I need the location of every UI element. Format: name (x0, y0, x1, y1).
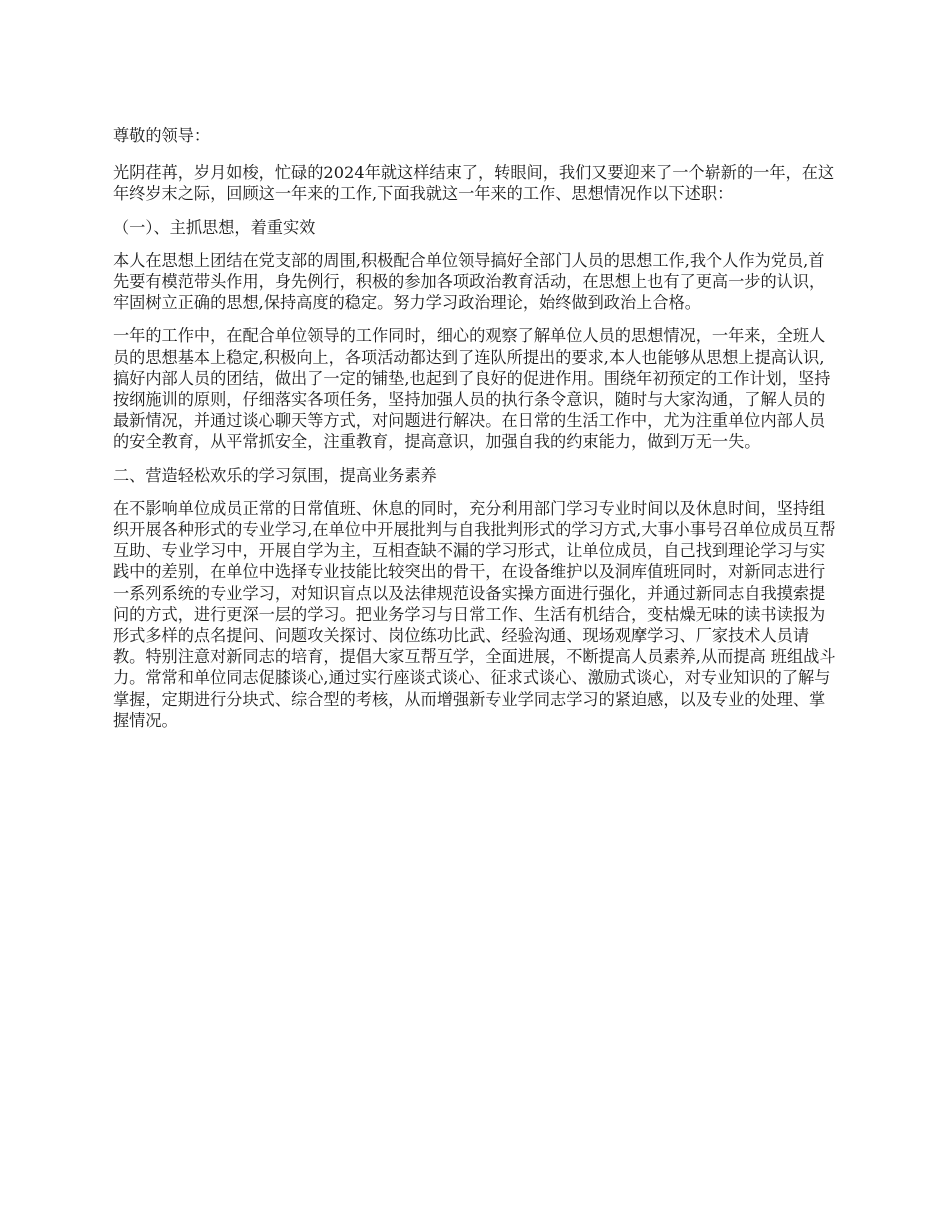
section-1-paragraph-1: 本人在思想上团结在党支部的周围,积极配合单位领导搞好全部门人员的思想工作,我个人作为党员,首先要有模范带头作用，身先例行，积极的参加各项政治教育活动，在思想上也有了更高一步的认识，牢固树立正确的思想,保持高度的稳定。努力学习政治理论，始终做到政治上合格。 (113, 250, 826, 313)
section-1-heading: （一）、主抓思想，着重实效 (113, 217, 316, 237)
greeting: 尊敬的领导： (113, 126, 211, 145)
section-2-heading: 二、营造轻松欢乐的学习氛围，提高业务素养 (113, 465, 437, 485)
section-2-paragraph-1: 在不影响单位成员正常的日常值班、休息的同时，充分利用部门学习专业时间以及休息时间，坚持组织开展各种形式的专业学习,在单位中开展批判与自我批判形式的学习方式,大事小事号召单位成员互帮互助、专业学习中，开展自学为主，互相查缺不漏的学习形式，让单位成员，自己找到理论学习与实践中的差别，在单位中选择专业技能比较突出的骨干，在设备维护以及洞库值班同时，对新同志进行一系列系统的专业学习，对知识盲点以及法律规范设备实操方面进行强化，并通过新同志自我摸索提问的方式，进行更深一层的学习。把业务学习与日常工作、生活有机结合，变枯燥无味的读书读报为形式多样的点名提问、问题攻关探讨、岗位练功比武、经验沟通、现场观摩学习、厂家技术人员请教。特别注意对新同志的培育，提倡大家互帮互学，全面进展，不断提高人员素养,从而提高 班组战斗力。常常和单位同志促膝谈心,通过实行座谈式谈心、征求式谈心、激励式谈心，对专业知识的了解与掌握，定期进行分块式、综合型的考核，从而增强新专业学同志学习的紧迫感，以及专业的处理、掌握情况。 (113, 498, 836, 730)
section-1-paragraph-2: 一年的工作中，在配合单位领导的工作同时，细心的观察了解单位人员的思想情况，一年来，全班人员的思想基本上稳定,积极向上，各项活动都达到了连队所提出的要求,本人也能够从思想上提高认识,搞好内部人员的团结，做出了一定的铺垫,也起到了良好的促进作用。围绕年初预定的工作计划，坚持按纲施训的原则，仔细落实各项任务，坚持加强人员的执行条令意识，随时与大家沟通，了解人员的最新情况，并通过谈心聊天等方式，对问题进行解决。在日常的生活工作中，尤为注重单位内部人员的安全教育，从平常抓安全，注重教育，提高意识，加强自我的约束能力，做到万无一失。 (113, 326, 831, 452)
document-body (113, 125, 837, 743)
intro-paragraph: 光阴荏苒，岁月如梭，忙碌的2024年就这样结束了，转眼间，我们又要迎来了一个崭新的一年，在这年终岁末之际，回顾这一年来的工作,下面我就这一年来的工作、思想情况作以下述职： (113, 163, 835, 204)
